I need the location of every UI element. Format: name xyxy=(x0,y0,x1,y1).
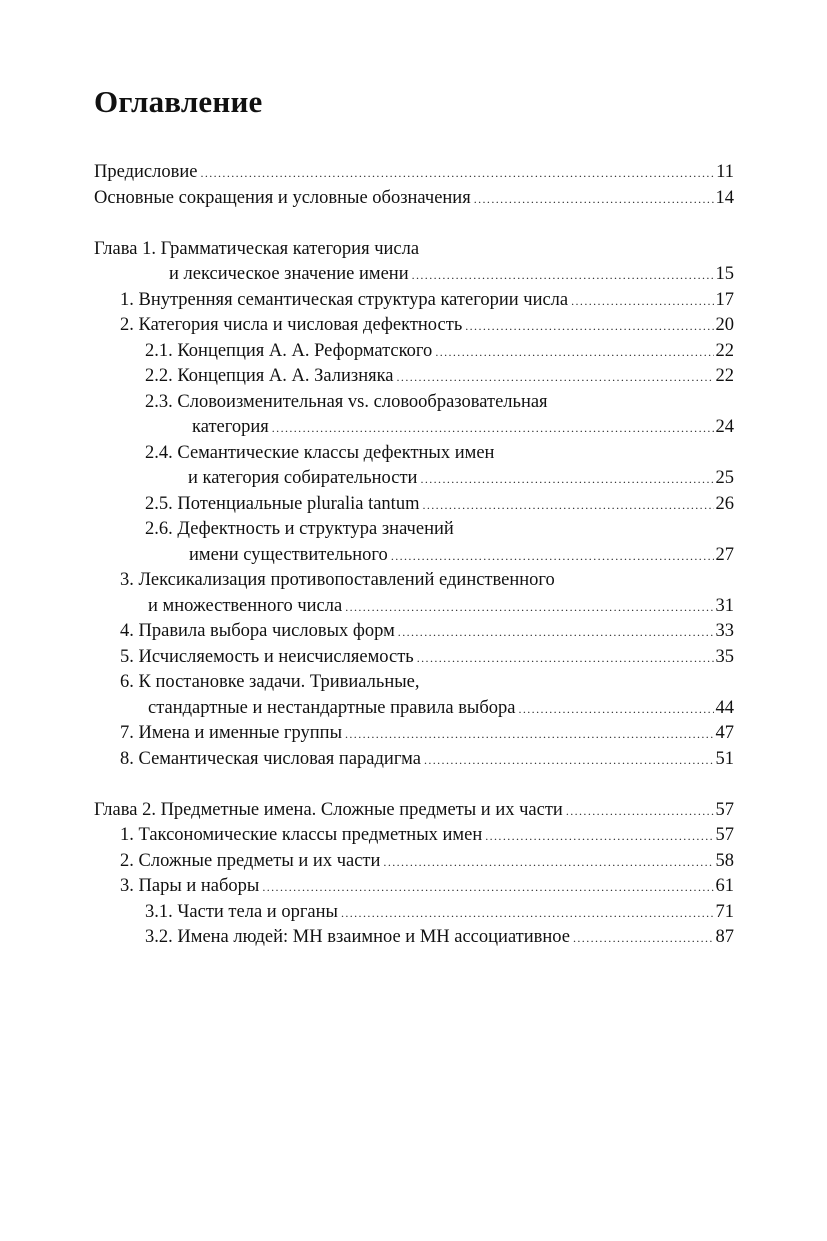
toc-entry-title: категория xyxy=(192,417,269,437)
leader-dots xyxy=(424,748,714,772)
leader-dots xyxy=(474,187,714,211)
toc-entry-line1[interactable]: 6. К постановке задачи. Тривиальные, xyxy=(120,672,420,692)
toc-entry-title: Основные сокращения и условные обозначения xyxy=(94,188,471,208)
toc-entry-title: Глава 2. Предметные имена. Сложные предметы и их части xyxy=(94,800,563,820)
toc-entry-title: 2. Сложные предметы и их части xyxy=(120,851,381,871)
toc-entry-title: и лексическое значение имени xyxy=(169,264,409,284)
toc-entry-title: 1. Внутренняя семантическая структура категории числа xyxy=(120,290,569,310)
leader-dots xyxy=(573,926,714,950)
toc-page-number: 22 xyxy=(715,366,734,386)
toc-page-number: 22 xyxy=(715,341,734,361)
leader-dots xyxy=(465,314,713,338)
toc-entry[interactable] xyxy=(120,619,734,643)
leader-dots xyxy=(422,493,713,517)
toc-entry[interactable] xyxy=(120,849,734,873)
toc-entry-abbreviations[interactable] xyxy=(94,186,734,210)
toc-page-number: 14 xyxy=(715,188,734,208)
toc-entry-title: 2.5. Потенциальные pluralia tantum xyxy=(145,494,420,514)
toc-entry[interactable] xyxy=(120,645,734,669)
leader-dots xyxy=(341,901,714,925)
toc-page-number: 57 xyxy=(715,800,734,820)
leader-dots xyxy=(200,161,714,185)
chapter-2-heading[interactable] xyxy=(94,798,734,822)
toc-entry-title: 8. Семантическая числовая парадигма xyxy=(120,749,421,769)
toc-subentry-line1[interactable]: 2.4. Семантические классы дефектных имен xyxy=(145,443,495,463)
toc-page-number: 26 xyxy=(715,494,734,514)
leader-dots xyxy=(345,722,714,746)
toc-page-number: 51 xyxy=(715,749,734,769)
toc-subentry[interactable] xyxy=(188,466,734,490)
toc-entry-title: 1. Таксономические классы предметных имен xyxy=(120,825,483,845)
toc-entry-title: 3.2. Имена людей: МН взаимное и МН ассоциативное xyxy=(145,927,570,947)
leader-dots xyxy=(485,824,713,848)
toc-page-number: 87 xyxy=(715,927,734,947)
page-title: Оглавление xyxy=(94,84,263,119)
toc-subentry[interactable] xyxy=(145,364,734,388)
toc-entry[interactable] xyxy=(120,721,734,745)
toc-page-number: 33 xyxy=(715,621,734,641)
toc-subentry[interactable] xyxy=(145,339,734,363)
toc-entry[interactable] xyxy=(120,313,734,337)
leader-dots xyxy=(518,697,713,721)
toc-page-number: 11 xyxy=(716,162,734,182)
leader-dots xyxy=(412,263,714,287)
chapter-1-heading[interactable]: Глава 1. Грамматическая категория числа xyxy=(94,239,420,259)
leader-dots xyxy=(435,340,713,364)
leader-dots xyxy=(397,365,714,389)
chapter-1-heading-cont[interactable] xyxy=(169,262,734,286)
toc-page-number: 15 xyxy=(715,264,734,284)
toc-page-number: 44 xyxy=(715,698,734,718)
leader-dots xyxy=(417,646,714,670)
toc-page-number: 35 xyxy=(715,647,734,667)
toc-subentry[interactable] xyxy=(145,492,734,516)
toc-entry-title: 2.1. Концепция А. А. Реформатского xyxy=(145,341,433,361)
toc-entry[interactable] xyxy=(120,874,734,898)
toc-subentry[interactable] xyxy=(145,925,734,949)
leader-dots xyxy=(262,875,713,899)
toc-subentry-line1[interactable]: 2.6. Дефектность и структура значений xyxy=(145,519,454,539)
toc-page-number: 20 xyxy=(715,315,734,335)
toc-entry-title: 2. Категория числа и числовая дефектность xyxy=(120,315,463,335)
toc-page-number: 25 xyxy=(715,468,734,488)
leader-dots xyxy=(272,416,714,440)
toc-entry[interactable] xyxy=(120,288,734,312)
toc-entry-title: 3. Пары и наборы xyxy=(120,876,260,896)
toc-entry-title: и категория собирательности xyxy=(188,468,418,488)
toc-entry-title: 7. Имена и именные группы xyxy=(120,723,342,743)
toc-entry-title: имени существительного xyxy=(189,545,388,565)
toc-entry[interactable] xyxy=(120,823,734,847)
leader-dots xyxy=(566,799,714,823)
toc-page-number: 71 xyxy=(715,902,734,922)
toc-entry-title: Предисловие xyxy=(94,162,198,182)
leader-dots xyxy=(420,467,713,491)
toc-subentry-line1[interactable]: 2.3. Словоизменительная vs. словообразовательная xyxy=(145,392,548,412)
leader-dots xyxy=(571,289,713,313)
toc-entry-title: 5. Исчисляемость и неисчисляемость xyxy=(120,647,414,667)
toc-entry[interactable] xyxy=(148,594,734,618)
toc-subentry[interactable] xyxy=(192,415,734,439)
leader-dots xyxy=(383,850,713,874)
toc-page-number: 47 xyxy=(715,723,734,743)
toc-entry-line1[interactable]: 3. Лексикализация противопоставлений единственного xyxy=(120,570,555,590)
toc-entry-title: 4. Правила выбора числовых форм xyxy=(120,621,395,641)
toc-entry[interactable] xyxy=(148,696,734,720)
toc-entry-preface[interactable] xyxy=(94,160,734,184)
toc-page-number: 57 xyxy=(715,825,734,845)
toc-entry-title: и множественного числа xyxy=(148,596,343,616)
toc-entry[interactable] xyxy=(120,747,734,771)
toc-entry-title: стандартные и нестандартные правила выбора xyxy=(148,698,516,718)
toc-subentry[interactable] xyxy=(189,543,734,567)
toc-page-number: 17 xyxy=(715,290,734,310)
leader-dots xyxy=(345,595,713,619)
leader-dots xyxy=(391,544,714,568)
leader-dots xyxy=(398,620,714,644)
toc-page-number: 31 xyxy=(715,596,734,616)
toc-subentry[interactable] xyxy=(145,900,734,924)
toc-page-number: 61 xyxy=(715,876,734,896)
toc-page-number: 24 xyxy=(715,417,734,437)
toc-page-number: 58 xyxy=(715,851,734,871)
toc-entry-title: 2.2. Концепция А. А. Зализняка xyxy=(145,366,394,386)
toc-entry-title: 3.1. Части тела и органы xyxy=(145,902,338,922)
toc-page-number: 27 xyxy=(715,545,734,565)
